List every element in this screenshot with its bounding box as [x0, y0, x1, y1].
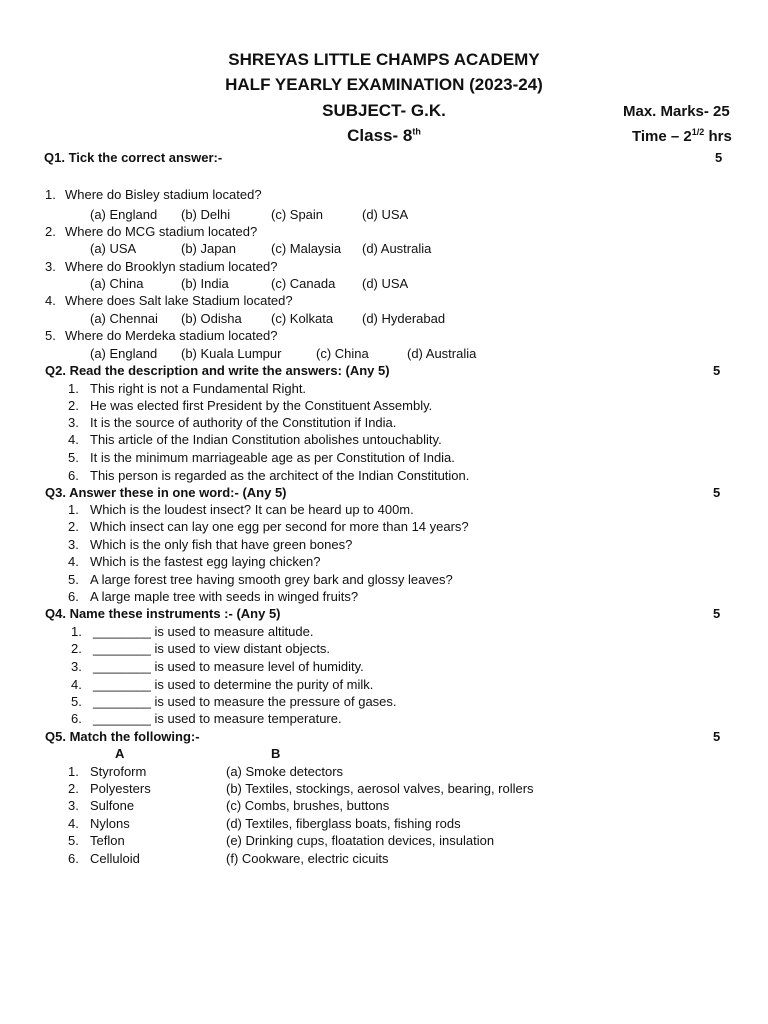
q4-item-1-text: ________ is used to measure altitude. — [93, 624, 314, 639]
q2-item-4-num: 4. — [68, 432, 79, 447]
q1-item-3-option-a: (a) China — [90, 276, 144, 291]
q5-row-3-b: (c) Combs, brushes, buttons — [226, 798, 390, 813]
q5-row-4-a: Nylons — [90, 816, 130, 831]
school-name: SHREYAS LITTLE CHAMPS ACADEMY — [228, 50, 540, 69]
q3-title: Q3. Answer these in one word:- (Any 5) — [45, 485, 287, 500]
q5-row-6-b: (f) Cookware, electric cicuits — [226, 851, 389, 866]
q5-row-2-num: 2. — [68, 781, 79, 796]
q5-row-1-b: (a) Smoke detectors — [226, 764, 344, 779]
q5-row-2-b: (b) Textiles, stockings, aerosol valves, bearing, rollers — [226, 781, 534, 796]
q2-item-5-text: It is the minimum marriageable age as per Constitution of India. — [90, 450, 455, 465]
q3-item-2-text: Which insect can lay one egg per second for more than 14 years? — [90, 519, 469, 534]
q4-item-2-text: ________ is used to view distant objects. — [93, 641, 331, 656]
q4-item-6-num: 6. — [71, 711, 82, 726]
q1-item-2-option-d: (d) Australia — [362, 241, 432, 256]
q1-item-3-num: 3. — [45, 259, 56, 274]
q4-item-4-text: ________ is used to determine the purity of milk. — [93, 677, 374, 692]
q1-item-4-option-b: (b) Odisha — [181, 311, 242, 326]
q5-row-6-a: Celluloid — [90, 851, 140, 866]
q1-item-3-option-b: (b) India — [181, 276, 229, 291]
q1-title: Q1. Tick the correct answer:- — [44, 150, 223, 165]
q1-item-1-option-d: (d) USA — [362, 207, 409, 222]
q2-item-3-text: It is the source of authority of the Constitution if India. — [90, 415, 397, 430]
time-allowed: Time – $2^{1/2}$ hrs — [632, 127, 732, 145]
q1-item-1-option-a: (a) England — [90, 207, 158, 222]
q2-marks: 5 — [713, 363, 721, 378]
q1-item-5-option-c: (c) China — [316, 346, 369, 361]
q5-column-b-header: B — [271, 746, 281, 761]
q4-item-6-text: ________ is used to measure temperature. — [93, 711, 342, 726]
max-marks: Max. Marks- 25 — [623, 103, 730, 120]
q1-marks: 5 — [715, 150, 723, 165]
q5-row-4-b: (d) Textiles, fiberglass boats, fishing rods — [226, 816, 461, 831]
q2-item-6-text: This person is regarded as the architect of the Indian Constitution. — [90, 468, 470, 483]
q5-row-1-a: Styroform — [90, 764, 147, 779]
q1-item-1-option-c: (c) Spain — [271, 207, 324, 222]
q1-item-1-option-b: (b) Delhi — [181, 207, 231, 222]
q1-item-5-option-d: (d) Australia — [407, 346, 477, 361]
q1-item-4-text: Where does Salt lake Stadium located? — [65, 293, 293, 308]
q2-item-4-text: This article of the Indian Constitution abolishes untouchablity. — [90, 432, 442, 447]
q4-title: Q4. Name these instruments :- (Any 5) — [45, 606, 281, 621]
q3-item-6-text: A large maple tree with seeds in winged fruits? — [90, 589, 359, 604]
q1-item-2-option-a: (a) USA — [90, 241, 137, 256]
q5-row-3-a: Sulfone — [90, 798, 135, 813]
q1-item-5-text: Where do Merdeka stadium located? — [65, 328, 278, 343]
q4-item-3-num: 3. — [71, 659, 82, 674]
q4-item-4-num: 4. — [71, 677, 82, 692]
q4-item-3-text: ________ is used to measure level of humidity. — [93, 659, 364, 674]
q2-item-2-text: He was elected first President by the Constituent Assembly. — [90, 398, 433, 413]
q2-item-2-num: 2. — [68, 398, 79, 413]
q2-item-5-num: 5. — [68, 450, 79, 465]
q4-item-1-num: 1. — [71, 624, 82, 639]
q1-item-5-num: 5. — [45, 328, 56, 343]
class-title: Class- 8th — [347, 126, 421, 145]
q5-title: Q5. Match the following:- — [45, 729, 200, 744]
q2-item-1-num: 1. — [68, 381, 79, 396]
q3-item-5-text: A large forest tree having smooth grey bark and glossy leaves? — [90, 572, 453, 587]
q2-item-3-num: 3. — [68, 415, 79, 430]
q3-item-4-text: Which is the fastest egg laying chicken? — [90, 554, 321, 569]
q1-item-3-text: Where do Brooklyn stadium located? — [65, 259, 278, 274]
q3-item-2-num: 2. — [68, 519, 79, 534]
q3-item-1-num: 1. — [68, 502, 79, 517]
q5-column-a-header: A — [115, 746, 125, 761]
q5-row-5-b: (e) Drinking cups, floatation devices, insulation — [226, 833, 495, 848]
q1-item-2-option-c: (c) Malaysia — [271, 241, 342, 256]
q1-item-2-num: 2. — [45, 224, 56, 239]
q1-item-4-option-c: (c) Kolkata — [271, 311, 334, 326]
q5-marks: 5 — [713, 729, 721, 744]
q2-item-1-text: This right is not a Fundamental Right. — [90, 381, 307, 396]
q5-row-5-a: Teflon — [90, 833, 125, 848]
subject-title: SUBJECT- G.K. — [322, 101, 446, 120]
q1-item-1-num: 1. — [45, 187, 56, 202]
q5-row-2-a: Polyesters — [90, 781, 151, 796]
q3-item-3-num: 3. — [68, 537, 79, 552]
q1-item-4-option-a: (a) Chennai — [90, 311, 158, 326]
q4-item-2-num: 2. — [71, 641, 82, 656]
q1-item-3-option-c: (c) Canada — [271, 276, 336, 291]
q3-marks: 5 — [713, 485, 721, 500]
q5-row-3-num: 3. — [68, 798, 79, 813]
q1-item-2-option-b: (b) Japan — [181, 241, 236, 256]
q1-item-4-num: 4. — [45, 293, 56, 308]
q3-item-5-num: 5. — [68, 572, 79, 587]
q3-item-6-num: 6. — [68, 589, 79, 604]
q4-marks: 5 — [713, 606, 721, 621]
q1-item-2-text: Where do MCG stadium located? — [65, 224, 258, 239]
q2-title: Q2. Read the description and write the answers: (Any 5) — [45, 363, 390, 378]
q1-item-4-option-d: (d) Hyderabad — [362, 311, 446, 326]
q5-row-5-num: 5. — [68, 833, 79, 848]
q1-item-5-option-a: (a) England — [90, 346, 158, 361]
q3-item-3-text: Which is the only fish that have green bones? — [90, 537, 353, 552]
q3-item-4-num: 4. — [68, 554, 79, 569]
q5-row-4-num: 4. — [68, 816, 79, 831]
q5-row-1-num: 1. — [68, 764, 79, 779]
q1-item-1-text: Where do Bisley stadium located? — [65, 187, 262, 202]
q3-item-1-text: Which is the loudest insect? It can be heard up to 400m. — [90, 502, 414, 517]
q1-item-3-option-d: (d) USA — [362, 276, 409, 291]
q5-row-6-num: 6. — [68, 851, 79, 866]
q2-item-6-num: 6. — [68, 468, 79, 483]
q1-item-5-option-b: (b) Kuala Lumpur — [181, 346, 282, 361]
q4-item-5-text: ________ is used to measure the pressure of gases. — [93, 694, 397, 709]
exam-title: HALF YEARLY EXAMINATION (2023-24) — [225, 75, 543, 94]
q4-item-5-num: 5. — [71, 694, 82, 709]
